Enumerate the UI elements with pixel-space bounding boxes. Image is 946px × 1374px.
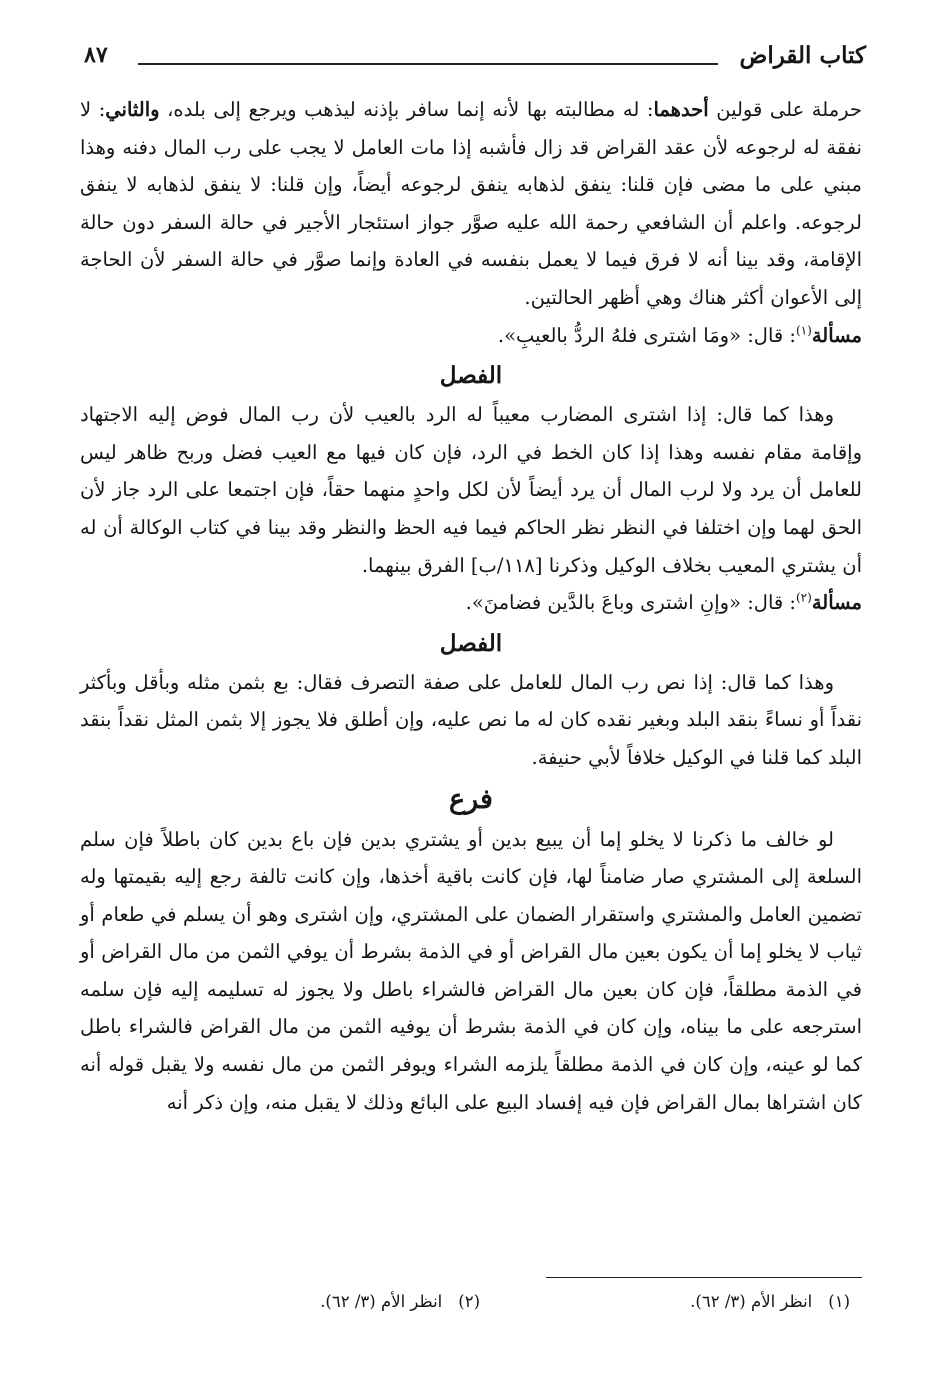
p1-end: : لا نفقة له لرجوعه لأن عقد القراض قد زال فأشبه إذا مات العامل لا يجب على رب المال دفنه وهذا مبني على ما مضى فإن قلنا: ينفق لذهابه ينفق لرجوعه أيضاً، وإن قلنا: لا ينفق لذهابه لا ينفق لرجوعه. واعلم أن الشافعي رحمة الله عليه صوَّر جواز استئجار الأجير في حالة السفر دون حالة الإقامة، وقد بينا أنه لا فرق فيما لا يعمل بنفسه في العادة وإنما صوَّر في حالة السفر لأن الحاجة إلى الأعوان أكثر هناك وهي أظهر الحالتين. [80,98,862,309]
paragraph-4: لو خالف ما ذكرنا لا يخلو إما أن يبيع بدين أو يشتري بدين فإن باع بدين كان باطلاً فإن سلم السلعة إلى المشتري صار ضامناً لها، فإن كانت باقية أخذها، وإن كانت تالفة رجع إليه بقيمتها وله تضمين العامل والمشتري واستقرار الضمان على المشتري، وإن اشترى وهو أن يسلم في طعام أو ثياب لا يخلو إما أن يكون بعين مال القراض أو في الذمة بشرط أن يوفي الثمن من مال القراض أو في الذمة مطلقاً، فإن كان بعين مال القراض فالشراء باطل ولا يجوز له تسليمه إليه فإن سلمه استرجعه على ما بيناه، وإن كان في الذمة بشرط أن يوفيه الثمن من مال القراض فالشراء باطل كما لو عينه، وإن كان في الذمة مطلقاً يلزمه الشراء ويوفر الثمن من مال نفسه ولا يقبل قوله أنه كان اشتراها بمال القراض فإن فيه إفساد البيع على البائع وذلك لا يقبل منه، وإن ذكر أنه [80,827,862,1114]
masala-1 [80,317,862,355]
masala-2-label: مسألة [811,591,862,615]
footnote-2 [320,1292,480,1311]
p1-keyword-second: والثاني [105,98,160,121]
paragraph-3: وهذا كما قال: إذا نص رب المال للعامل على صفة التصرف فقال: بع بثمن مثله وبأقل وبأكثر نقداً أو نساءً بنقد البلد وبغير نقده كان له ما نص عليه، وإن أطلق فلا يجوز إلا بثمن المثل نقداً بنقد البلد كما قلنا في الوكيل خلافاً لأبي حنيفة. [80,670,862,769]
paragraph-2: وهذا كما قال: إذا اشترى المضارب معيباً له الرد بالعيب لأن رب المال فوض إليه الاجتهاد وإقامة مقام نفسه وهذا إذا كان الخط في الرد، فإن كان فيها مع العيب فضل وربح ظاهر ليس للعامل أن يرد ولا لرب المال أن يرد أيضاً لأن لكل واحدٍ منهما حقاً، فإن اجتمعا على الرد جاز لأن الحق لهما وإن اختلفا في النظر نظر الحاكم فيما فيه الحظ والنظر وقد بينا في كتاب الوكالة أن له أن يشتري المعيب بخلاف الوكيل وذكرنا [١١٨/ب] الفرق بينهما. [80,403,862,577]
masala-1-label: مسألة [811,323,862,347]
footnote-1-number: (١) [828,1292,850,1311]
footnote-2-number: (٢) [458,1292,480,1311]
p1-keyword-first: أحدهما [653,98,709,121]
masala-1-text: : قال: «ومَا اشترى فلهُ الردُّ بالعيبِ». [497,323,796,347]
footnote-ref-1[interactable]: (١) [795,323,812,338]
section-heading-1: الفصل [439,362,503,390]
page-number: ٨٧ [84,42,108,68]
footnotes [80,1292,850,1322]
subsection-heading: فرع [449,783,493,815]
footnote-ref-2[interactable]: (٢) [795,590,812,605]
running-header [84,36,866,84]
p1-middle: : له مطالبته بها لأنه إنما سافر بإذنه ليذهب ويرجع إلى بلده، [159,98,654,121]
masala-2 [80,584,862,622]
footnote-separator [546,1277,862,1278]
masala-2-text: : قال: «وإنِ اشترى وباعَ بالدَّين فضامنَ». [465,591,796,615]
main-text [80,91,862,1121]
footnote-1-text: انظر الأم (٣/ ٦٢). [690,1292,813,1311]
p1-start: حرملة على قولين [708,98,862,121]
section-heading-2: الفصل [439,629,503,657]
footnote-2-text: انظر الأم (٣/ ٦٢). [320,1292,443,1311]
paragraph-1 [80,91,862,317]
header-rule [138,63,718,65]
chapter-title: كتاب القراض [739,42,866,69]
footnote-1 [690,1292,850,1311]
